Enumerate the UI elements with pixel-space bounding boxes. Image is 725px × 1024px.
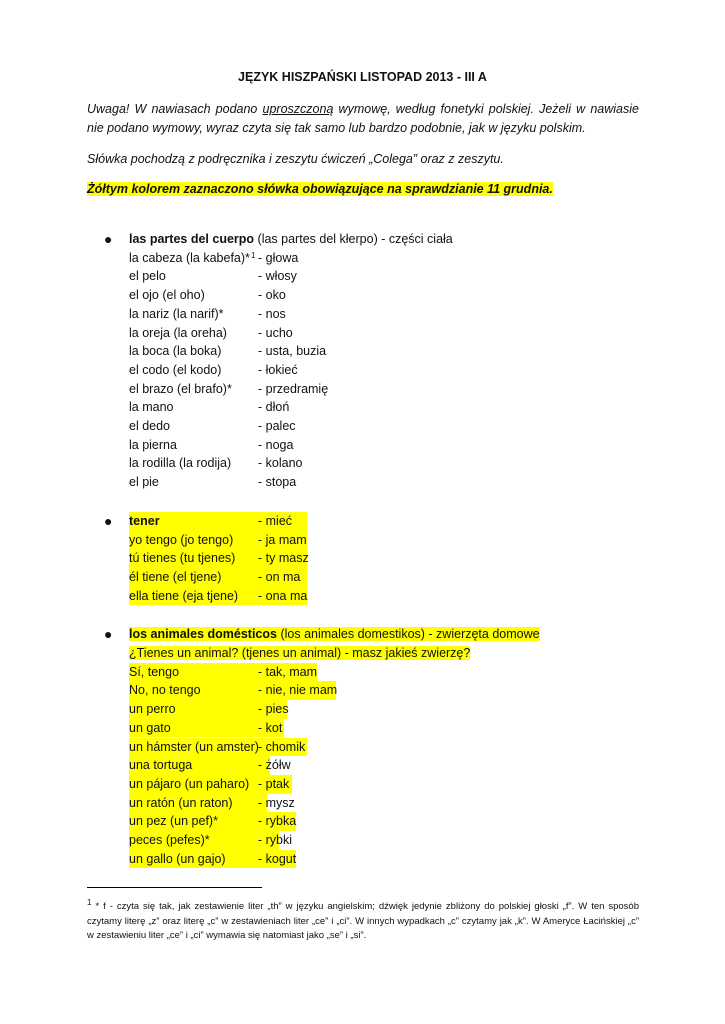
polish-translation: - włosy: [258, 269, 297, 284]
section-heading-translation: - mieć: [258, 514, 293, 528]
vocab-row: [129, 850, 296, 869]
bullet-icon: ●: [104, 513, 113, 529]
vocab-row: [129, 775, 292, 794]
polish-translation: - tak, mam: [258, 664, 318, 679]
polish-translation: - stopa: [258, 475, 297, 490]
vocab-row: [129, 549, 307, 568]
footnote-text: * f - czyta się tak, jak zestawienie liter „th” w języku angielskim; dźwięk jedynie zbliżony do polskiej głoski „f”. W ten sposób czytamy literę „z” oraz literę „c” w zestawieniach liter „ce” i „ci”. W innych wypadkach „c” czytamy jak „k”. W Ameryce Łacińskiej „c” w zestawieniu liter „ce” i „ci” wymawia się natomiast jako „se” i „si”.: [87, 901, 640, 941]
spanish-term: el pelo: [129, 269, 166, 284]
spanish-term: la rodilla (la rodija): [129, 456, 232, 471]
spanish-term: la oreja (la oreha): [129, 325, 227, 340]
polish-translation: - kogut: [258, 851, 297, 866]
intro-note-text-rest: wymowę, według fonetyki polskiej. Jeżeli w nawiasie nie podano wymowy, wyraz czyta się tak samo lub bardzo podobnie, jak w języku polskim.: [87, 102, 639, 135]
footnote-divider: [87, 887, 262, 888]
vocab-row: [129, 700, 287, 719]
vocab-row: [129, 794, 295, 813]
spanish-term: la cabeza (la kabefa)*: [129, 250, 250, 265]
spanish-term: la pierna: [129, 437, 177, 452]
spanish-term: ella tiene (eja tjene): [129, 588, 239, 603]
section-heading: [129, 512, 307, 531]
spanish-term: peces (pefes)*: [129, 833, 210, 847]
spanish-term: un hámster (un amster): [129, 739, 259, 754]
spanish-term: el ojo (el oho): [129, 288, 205, 303]
spanish-term: un gato: [129, 720, 171, 735]
vocab-row: [129, 756, 291, 775]
vocab-row: [129, 531, 307, 550]
intro-note-underlined: uproszczoną: [262, 102, 334, 116]
bullet-icon: ●: [104, 626, 113, 642]
spanish-term: él tiene (el tjene): [129, 570, 222, 585]
polish-translation: - palec: [258, 419, 296, 433]
polish-translation: - łokieć: [258, 362, 298, 377]
vocab-row: [129, 812, 296, 831]
polish-translation: - ona ma: [258, 588, 308, 603]
section-heading: [129, 625, 540, 644]
spanish-term: un ratón (un raton): [129, 795, 233, 810]
polish-translation: - ty masz: [258, 551, 309, 566]
polish-translation: - rybka: [258, 814, 297, 829]
section-heading-bold: tener: [129, 514, 160, 528]
spanish-term: una tortuga: [129, 758, 193, 773]
intro-highlight-note: [87, 180, 639, 199]
intro-source: Słówka pochodzą z podręcznika i zeszytu ćwiczeń „Colega” oraz z zeszytu.: [87, 152, 504, 166]
section-heading-bold: las partes del cuerpo: [129, 232, 255, 246]
spanish-term: el dedo: [129, 419, 171, 433]
vocab-row: [129, 663, 317, 682]
polish-translation: - noga: [258, 437, 294, 452]
spanish-term: yo tengo (jo tengo): [129, 532, 234, 547]
spanish-term: No, no tengo: [129, 683, 201, 698]
polish-translation: - ptak: [258, 776, 290, 791]
polish-translation: - kolano: [258, 456, 303, 471]
polish-translation: - rybki: [258, 833, 293, 847]
spanish-term: la mano: [129, 400, 174, 415]
polish-translation: - usta, buzia: [258, 344, 327, 359]
bullet-icon: ●: [104, 231, 113, 247]
intro-highlight-text: Żółtym kolorem zaznaczono słówka obowiązujące na sprawdzianie 11 grudnia.: [87, 182, 553, 196]
polish-translation: - mysz: [258, 795, 295, 810]
polish-translation: - żółw: [258, 758, 291, 773]
vocab-row: [129, 587, 307, 606]
vocab-row: [129, 831, 293, 850]
intro-note: [87, 100, 639, 138]
polish-translation: - nos: [258, 306, 286, 321]
section-question-text: ¿Tienes un animal? (tjenes un animal) - masz jakieś zwierzę?: [129, 646, 471, 660]
spanish-term: un pájaro (un paharo): [129, 776, 250, 791]
spanish-term: Sí, tengo: [129, 664, 180, 679]
intro-note-text: Uwaga! W nawiasach podano: [87, 102, 263, 116]
spanish-term: la nariz (la narif)*: [129, 306, 224, 321]
page-title: JĘZYK HISZPAŃSKI LISTOPAD 2013 - III A: [238, 70, 487, 84]
spanish-term: el brazo (el brafo)*: [129, 381, 232, 396]
vocab-row: [129, 681, 336, 700]
footnote: [87, 896, 639, 944]
vocab-row: [129, 568, 307, 587]
section-question: [129, 644, 470, 663]
section-heading: [129, 230, 453, 249]
polish-translation: - on ma: [258, 570, 301, 585]
polish-translation: - ucho: [258, 325, 293, 340]
footnote-ref: 1: [251, 250, 256, 260]
spanish-term: tú tienes (tu tjenes): [129, 551, 236, 566]
spanish-term: un perro: [129, 702, 176, 717]
section-heading-rest: (las partes del kłerpo) - części ciała: [254, 232, 453, 246]
polish-translation: - nie, nie mam: [258, 683, 338, 698]
vocab-row: [129, 719, 284, 738]
polish-translation: - chomik: [258, 739, 306, 754]
vocab-row: [129, 738, 307, 757]
spanish-term: un gallo (un gajo): [129, 851, 226, 866]
polish-translation: - głowa: [258, 250, 299, 265]
polish-translation: - dłoń: [258, 400, 290, 415]
polish-translation: - kot: [258, 720, 283, 735]
polish-translation: - oko: [258, 288, 286, 303]
spanish-term: el codo (el kodo): [129, 362, 222, 377]
section-heading-rest: (los animales domestikos) - zwierzęta domowe: [276, 627, 540, 641]
spanish-term: un pez (un pef)*: [129, 814, 218, 829]
spanish-term: la boca (la boka): [129, 344, 222, 359]
footnote-number: 1: [87, 898, 92, 907]
spanish-term: el pie: [129, 475, 159, 490]
polish-translation: - przedramię: [258, 381, 329, 396]
section-heading-bold: los animales domésticos: [129, 627, 277, 641]
polish-translation: - ja mam: [258, 532, 307, 547]
polish-translation: - pies: [258, 702, 289, 717]
